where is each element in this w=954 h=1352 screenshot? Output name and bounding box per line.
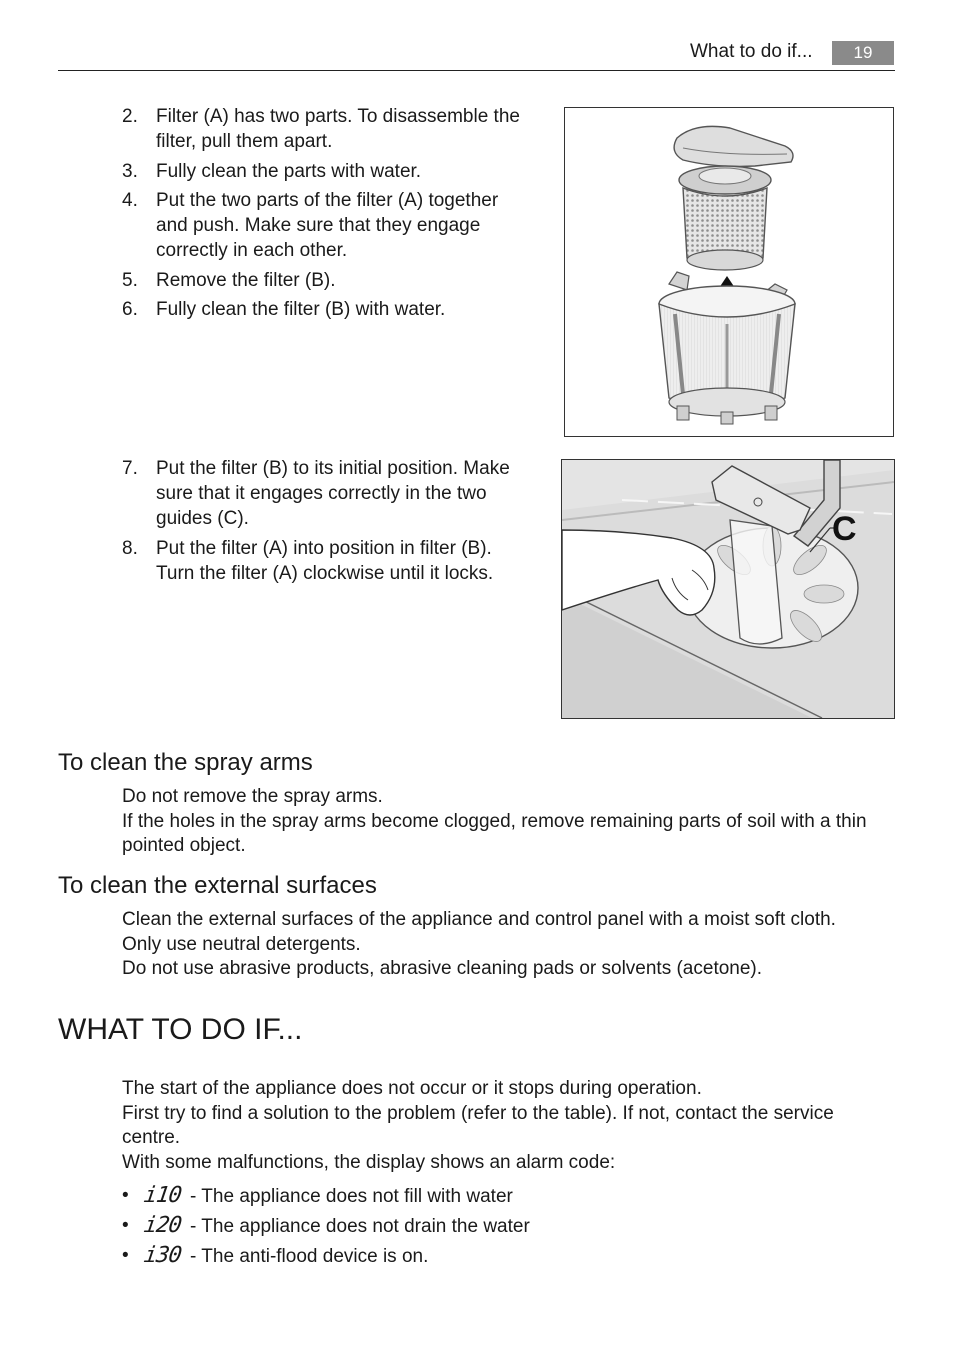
alarm-description: - The appliance does not drain the water [190,1216,530,1237]
section-heading-spray-arms: To clean the spray arms [58,749,313,776]
step-number: 3. [122,160,138,182]
paragraph-line: The start of the appliance does not occur or it stops during operation. [122,1078,702,1099]
steps-list-top [122,104,522,327]
step-number: 5. [122,269,138,291]
bullet: • [122,1215,129,1236]
step-text: Put the two parts of the filter (A) together and push. Make sure that they engage correctly in each other. [156,190,499,261]
bullet: • [122,1245,129,1266]
step-number: 2. [122,106,138,127]
step-text: Put the filter (A) into position in filter (B). Turn the filter (A) clockwise until it locks. [156,537,494,584]
paragraph-line: With some malfunctions, the display shows an alarm code: [122,1151,616,1173]
list-item [122,1181,530,1211]
step-text: Fully clean the parts with water. [156,160,422,182]
external-surfaces-text [122,908,892,982]
list-item [122,1241,530,1271]
list-item [122,297,522,322]
paragraph-line: If the holes in the spray arms become clogged, remove remaining parts of soil with a thin pointed object. [122,810,867,856]
paragraph-line: Only use neutral detergents. [122,933,361,955]
step-text: Filter (A) has two parts. To disassemble the filter, pull them apart. [156,106,520,152]
what-to-do-intro [122,1077,892,1175]
step-text: Remove the filter (B). [156,269,336,291]
filter-installation-illustration [561,459,895,719]
list-item [122,536,522,586]
list-item [122,1211,530,1241]
alarm-code-list [122,1181,530,1271]
list-item [122,188,522,263]
spray-arms-text [122,785,892,859]
running-header-title: What to do if... [690,41,813,62]
step-number: 7. [122,458,138,479]
step-number: 8. [122,537,138,559]
alarm-code: i20 [142,1213,183,1238]
list-item [122,268,522,293]
step-number: 4. [122,190,138,211]
steps-list-bottom [122,456,522,590]
bullet: • [122,1185,129,1206]
alarm-code: i30 [142,1243,183,1268]
filter-illustration-svg [565,108,893,436]
paragraph-line: Do not remove the spray arms. [122,786,383,807]
paragraph-line: Do not use abrasive products, abrasive cleaning pads or solvents (acetone). [122,958,763,979]
paragraph-line: Clean the external surfaces of the appliance and control panel with a moist soft cloth. [122,909,836,930]
step-number: 6. [122,299,138,320]
alarm-description: - The anti-flood device is on. [190,1246,429,1267]
filter-disassembly-illustration [564,107,894,437]
guide-c-label: C [832,510,857,548]
chapter-heading-what-to-do-if: WHAT TO DO IF... [58,1013,303,1046]
list-item [122,104,522,154]
list-item [122,159,522,184]
filter-install-svg [562,460,894,718]
step-text: Put the filter (B) to its initial position. Make sure that it engages correctly in the two guides (C). [156,458,510,529]
header-divider [58,70,895,71]
alarm-description: - The appliance does not fill with water [190,1186,513,1207]
paragraph-line: First try to find a solution to the problem (refer to the table). If not, contact the service centre. [122,1102,834,1148]
step-text: Fully clean the filter (B) with water. [156,299,446,320]
alarm-code: i10 [142,1183,183,1208]
list-item [122,456,522,531]
page-number: 19 [832,41,894,65]
section-heading-external-surfaces: To clean the external surfaces [58,872,377,899]
